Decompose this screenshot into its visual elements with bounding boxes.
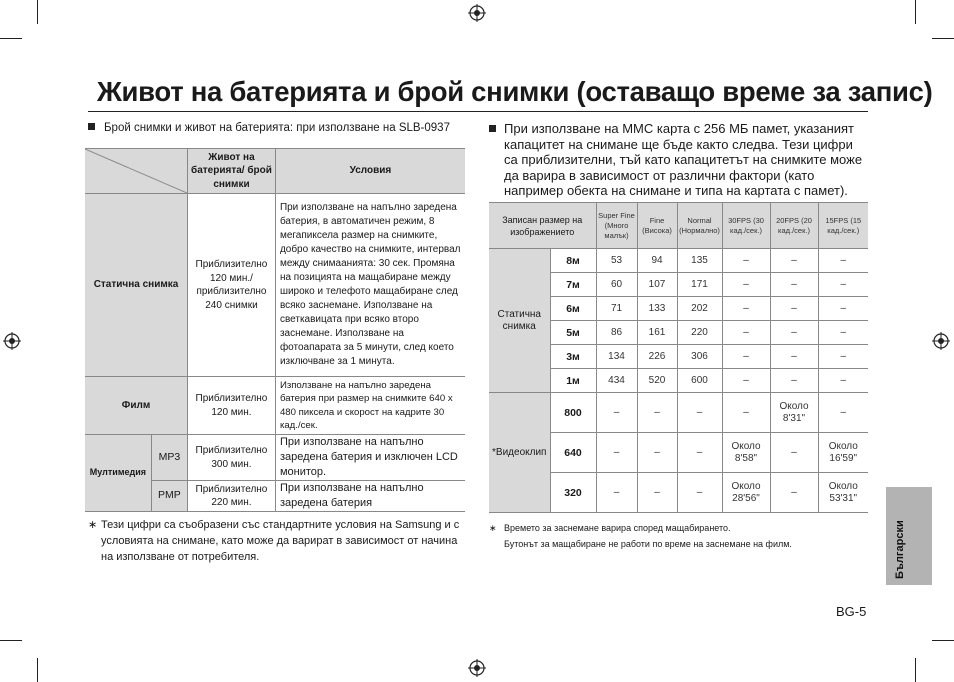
crop-mark — [932, 640, 954, 641]
diagonal-line — [85, 149, 187, 193]
table-cell: – — [596, 393, 637, 433]
table-cell: 135 — [677, 249, 722, 273]
row-category: Статична снимка — [85, 194, 188, 377]
left-bullet-text: Брой снимки и живот на батерията: при използване на SLB-0937 — [104, 122, 450, 134]
table-row — [85, 194, 465, 377]
table-cell: 161 — [637, 321, 677, 345]
table-cell: – — [677, 393, 722, 433]
size-640-icon: 640 — [550, 433, 596, 473]
table-cell: – — [818, 345, 868, 369]
table-cell: 86 — [596, 321, 637, 345]
table-header-row — [489, 203, 868, 249]
table-cell: – — [722, 249, 770, 273]
left-note-text: Тези цифри са съобразени със стандартните условия на Samsung и с условията на снимане, като може да варират в зависимост от начина на използване от потребителя. — [101, 519, 460, 563]
table-cell: – — [677, 433, 722, 473]
row-conditions: При използване на напълно заредена батерия и изключен LCD монитор. — [275, 435, 465, 481]
table-cell: – — [818, 297, 868, 321]
header-superfine: Super Fine (Много малък) — [596, 203, 637, 249]
left-note — [88, 517, 464, 565]
table-cell: – — [818, 393, 868, 433]
row-value: Приблизително 300 мин. — [188, 435, 276, 481]
size-5m-icon: 5м — [550, 321, 596, 345]
table-cell: – — [770, 297, 818, 321]
language-tab — [886, 487, 932, 585]
registration-mark-icon — [468, 4, 486, 22]
table-cell: – — [722, 393, 770, 433]
table-cell: – — [770, 433, 818, 473]
header-15fps: 15FPS (15 кад./сек.) — [818, 203, 868, 249]
table-cell: Около 16'59" — [818, 433, 868, 473]
crop-mark — [37, 658, 38, 682]
table-cell: – — [770, 473, 818, 513]
table-cell: – — [637, 393, 677, 433]
table-cell: 60 — [596, 273, 637, 297]
table-cell: Около 53'31" — [818, 473, 868, 513]
table-cell: Около 8'58" — [722, 433, 770, 473]
table-row — [85, 435, 465, 481]
table-cell: 220 — [677, 321, 722, 345]
table-cell: 600 — [677, 369, 722, 393]
table-cell: – — [770, 249, 818, 273]
row-value: Приблизително 120 мин./ приблизително 240 снимки — [188, 194, 276, 377]
right-bullet — [489, 121, 869, 199]
table-cell: 53 — [596, 249, 637, 273]
battery-life-table — [85, 148, 465, 512]
table-cell: – — [722, 273, 770, 297]
table-cell: 306 — [677, 345, 722, 369]
page-title: Живот на батерията и брой снимки (оставащо време за запис) — [97, 76, 933, 107]
registration-mark-icon — [3, 332, 21, 350]
table-cell: 520 — [637, 369, 677, 393]
table-cell: – — [770, 273, 818, 297]
registration-mark-icon — [468, 659, 486, 677]
table-header-row — [85, 149, 465, 194]
table-cell: – — [722, 297, 770, 321]
capacity-table — [489, 202, 868, 513]
table-cell: 134 — [596, 345, 637, 369]
right-note-line2: Бутонът за мащабиране не работи по време на заснемане на филм. — [504, 539, 792, 549]
header-size: Записан размер на изображението — [489, 203, 596, 249]
table-cell: Около 28'56" — [722, 473, 770, 513]
size-6m-icon: 6м — [550, 297, 596, 321]
note-star: ∗ — [88, 519, 98, 531]
size-3m-icon: 3м — [550, 345, 596, 369]
title-divider — [88, 111, 868, 112]
table-cell: 107 — [637, 273, 677, 297]
language-tab-label: Български — [894, 520, 906, 579]
table-cell: 226 — [637, 345, 677, 369]
header-normal: Normal (Нормално) — [677, 203, 722, 249]
left-bullet — [88, 121, 468, 136]
page-number: BG-5 — [836, 604, 867, 619]
row-conditions: Използване на напълно заредена батерия при размер на снимките 640 x 480 пиксела и скорост на кадрите 30 кад./сек. — [275, 377, 465, 435]
right-bullet-text: При използване на MMC карта с 256 МБ памет, указаният капацитет на снимане ще бъде както следва. Тези цифри са приблизителни, тъй като капацитетът на снимките може да варира в зависимост от различни фактори (като например обекта на снимане и типа на картата с памет). — [504, 121, 863, 198]
crop-mark — [0, 38, 22, 39]
table-cell: 171 — [677, 273, 722, 297]
size-800-icon: 800 — [550, 393, 596, 433]
row-value: Приблизително 220 мин. — [188, 481, 276, 512]
header-empty-cell — [85, 149, 188, 194]
table-cell: 434 — [596, 369, 637, 393]
table-cell: – — [770, 345, 818, 369]
row-category: Мултимедия — [85, 435, 151, 512]
table-row — [85, 377, 465, 435]
table-cell: – — [596, 473, 637, 513]
header-30fps: 30FPS (30 кад./сек.) — [722, 203, 770, 249]
size-320-icon: 320 — [550, 473, 596, 513]
crop-mark — [37, 0, 38, 24]
table-row — [489, 249, 868, 273]
crop-mark — [915, 658, 916, 682]
table-cell: – — [770, 321, 818, 345]
table-cell: – — [637, 433, 677, 473]
row-conditions: При използване на напълно заредена батерия, в автоматичен режим, 8 мегапиксела размер на снимките, добро качество на снимките, интервал между снимаанията: 30 сек. Промяна на позицията на мащабиране между широко и телефото мащабиране след всяко заснемане. Използване на светкавицата при всяко второ заснемане. Използване на фотоапарата за 5 минути, след което изключване за 1 минута. — [275, 194, 465, 377]
crop-mark — [0, 640, 22, 641]
table-cell: – — [722, 369, 770, 393]
video-label: *Видеоклип — [489, 393, 550, 513]
row-value: Приблизително 120 мин. — [188, 377, 276, 435]
table-cell: 71 — [596, 297, 637, 321]
row-subcategory: PMP — [151, 481, 187, 512]
row-conditions: При използване на напълно заредена батерия — [275, 481, 465, 512]
table-cell: – — [818, 249, 868, 273]
registration-mark-icon — [932, 332, 950, 350]
table-cell: 202 — [677, 297, 722, 321]
header-conditions: Условия — [275, 149, 465, 194]
crop-mark — [915, 0, 916, 24]
size-1m-icon: 1м — [550, 369, 596, 393]
table-cell: – — [722, 321, 770, 345]
table-cell: – — [818, 369, 868, 393]
table-cell: – — [770, 369, 818, 393]
table-cell: Около 8'31" — [770, 393, 818, 433]
table-cell: – — [818, 321, 868, 345]
crop-mark — [932, 38, 954, 39]
note-star: ∗ — [489, 523, 497, 533]
still-label: Статична снимка — [489, 249, 550, 393]
table-cell: – — [596, 433, 637, 473]
header-fine: Fine (Висока) — [637, 203, 677, 249]
row-category: Филм — [85, 377, 188, 435]
row-subcategory: MP3 — [151, 435, 187, 481]
header-20fps: 20FPS (20 кад./сек.) — [770, 203, 818, 249]
table-cell: – — [722, 345, 770, 369]
table-cell: – — [677, 473, 722, 513]
table-cell: – — [818, 273, 868, 297]
right-note-line1: Времето за заснемане варира според мащабирането. — [504, 523, 731, 533]
table-row — [489, 393, 868, 433]
table-cell: 94 — [637, 249, 677, 273]
size-7m-icon: 7м — [550, 273, 596, 297]
size-8m-icon: 8м — [550, 249, 596, 273]
header-battery-life: Живот на батерията/ брой снимки — [188, 149, 276, 194]
table-cell: – — [637, 473, 677, 513]
table-cell: 133 — [637, 297, 677, 321]
bullet-square-icon — [489, 125, 496, 132]
bullet-square-icon — [88, 123, 95, 130]
right-note — [489, 520, 869, 552]
